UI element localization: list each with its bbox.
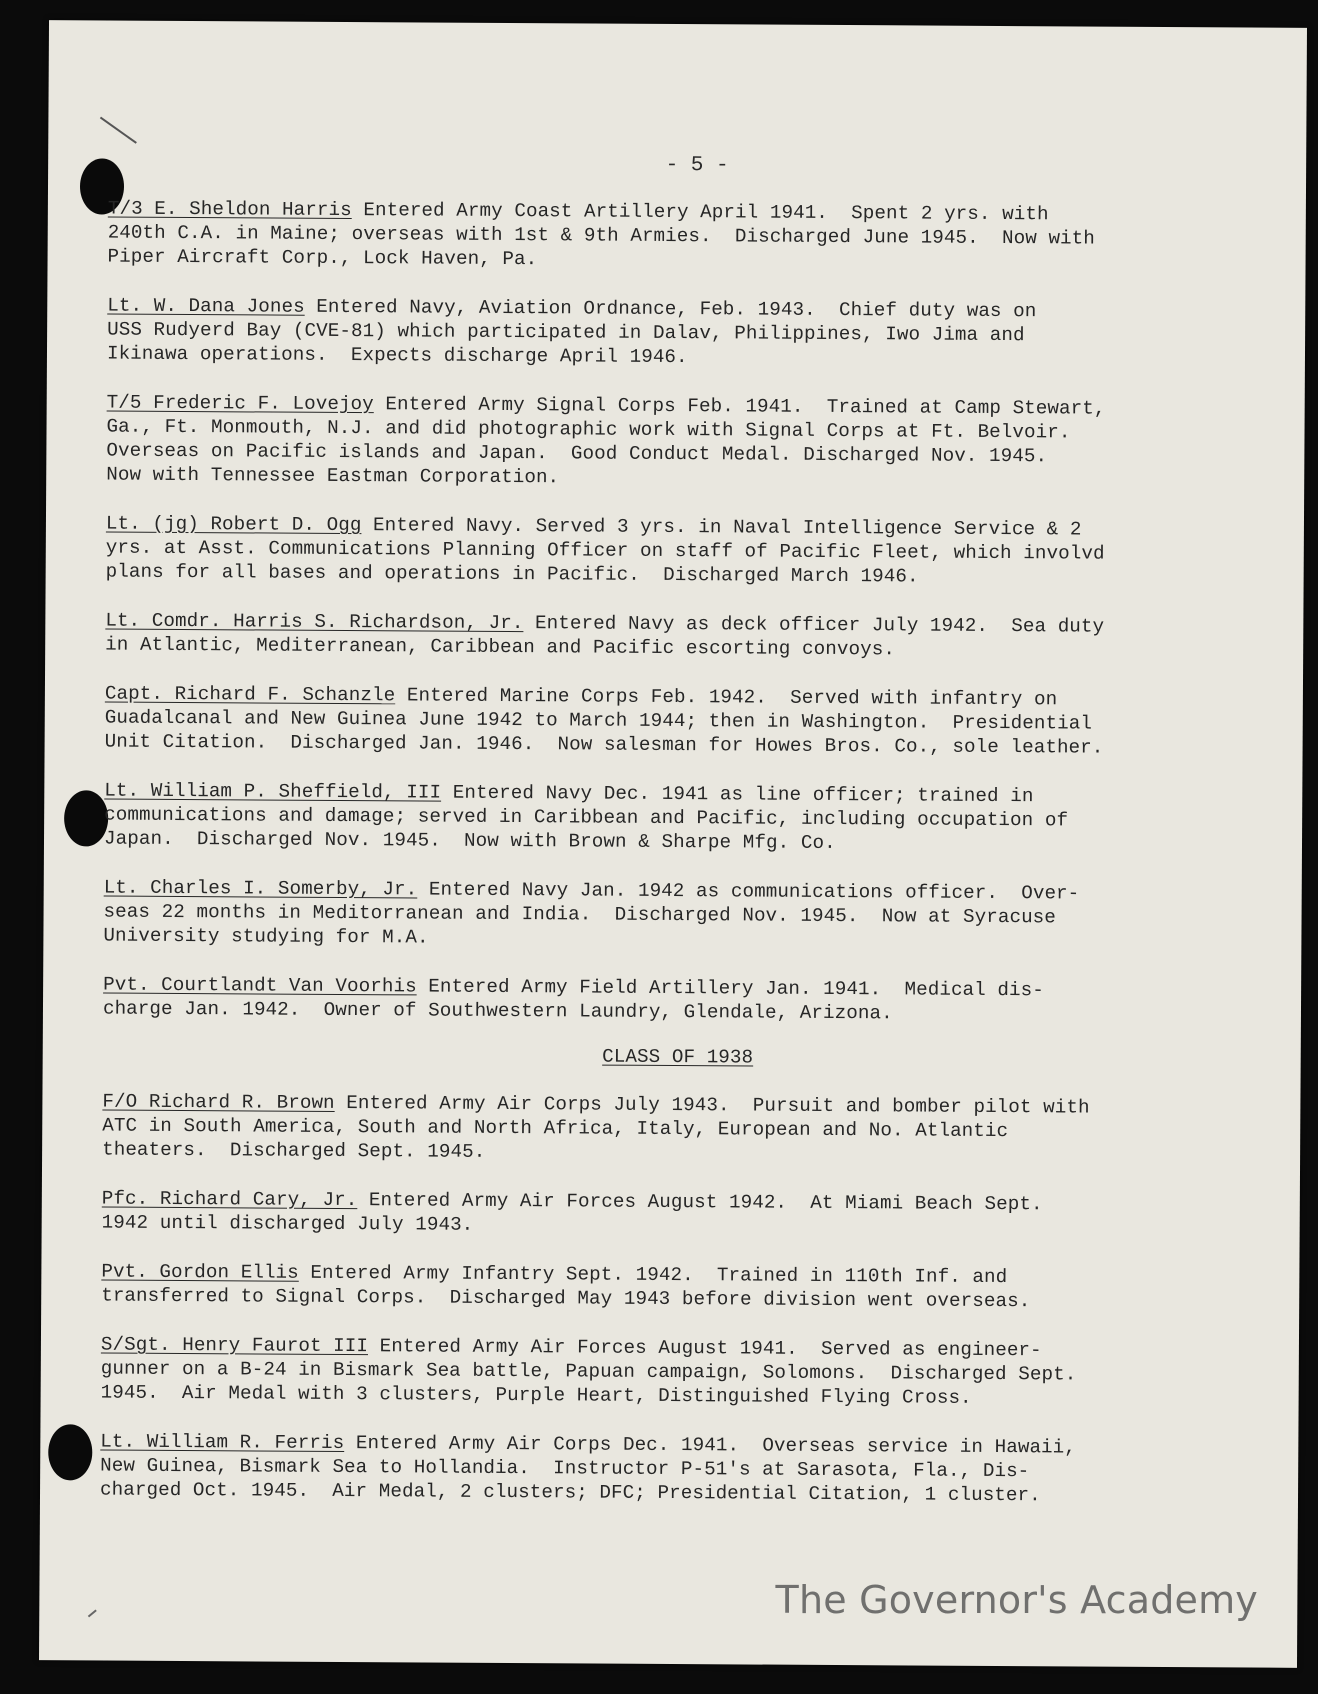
entry-text: Entered Army Signal Corps Feb. 1941. Trained at Camp Stewart, xyxy=(373,393,1106,420)
entry xyxy=(107,294,1237,373)
punch-hole-bottom xyxy=(48,1424,92,1480)
entries-after-heading xyxy=(100,1090,1232,1509)
entry xyxy=(105,609,1235,664)
entry-line: Guadalcanal and New Guinea June 1942 to March 1944; then in Washington. Presidential xyxy=(104,706,1093,735)
entry xyxy=(102,1090,1232,1169)
entry-name: T/3 E. Sheldon Harris xyxy=(107,197,352,222)
entry-line: University studying for M.A. xyxy=(103,924,429,949)
pencil-mark xyxy=(100,117,137,144)
entry-text: Entered Army Field Artillery Jan. 1941. Medical dis- xyxy=(416,975,1044,1002)
entry-text: Entered Marine Corps Feb. 1942. Served with infantry on xyxy=(395,684,1058,711)
entry-name: S/Sgt. Henry Faurot III xyxy=(100,1333,369,1358)
entry-text: Entered Army Air Forces August 1942. At Miami Beach Sept. xyxy=(357,1189,1043,1216)
entry-text: Entered Army Infantry Sept. 1942. Trained in 110th Inf. and xyxy=(298,1261,1008,1289)
entry-text: Entered Army Air Corps July 1943. Pursuit and bomber pilot with xyxy=(334,1091,1090,1119)
entry-text: Entered Navy Dec. 1941 as line officer; trained in xyxy=(441,781,1034,808)
punch-hole-middle xyxy=(64,790,108,846)
entry-line: theaters. Discharged Sept. 1945. xyxy=(102,1138,486,1163)
entry-line: yrs. at Asst. Communications Planning Officer on staff of Pacific Fleet, which involvd xyxy=(105,536,1105,565)
entry-line: Japan. Discharged Nov. 1945. Now with Brown & Sharpe Mfg. Co. xyxy=(103,827,836,854)
entry-line: communications and damage; served in Caribbean and Pacific, including occupation of xyxy=(104,803,1069,832)
entry-line: USS Rudyerd Bay (CVE-81) which participated in Dalav, Philippines, Iwo Jima and xyxy=(107,318,1025,347)
entry-line: seas 22 months in Meditorranean and India. Discharged Nov. 1945. Now at Syracuse xyxy=(103,900,1057,929)
entry-name: Pvt. Courtlandt Van Voorhis xyxy=(103,973,417,998)
entry-text: Entered Navy as deck officer July 1942. Sea duty xyxy=(523,612,1105,638)
entry-line: Now with Tennessee Eastman Corporation. xyxy=(106,463,560,489)
entries-list xyxy=(100,197,1238,1534)
entry-line: Ga., Ft. Monmouth, N.J. and did photographic work with Signal Corps at Ft. Belvoir. xyxy=(106,415,1071,444)
entry-text: Entered Army Coast Artillery April 1941. Spent 2 yrs. with xyxy=(351,199,1049,226)
entry-name: Lt. Charles I. Somerby, Jr. xyxy=(103,876,418,901)
entry-name: Pfc. Richard Cary, Jr. xyxy=(101,1187,358,1212)
entry-line: Piper Aircraft Corp., Lock Haven, Pa. xyxy=(107,245,538,271)
entry-name: Pvt. Gordon Ellis xyxy=(101,1260,299,1284)
entry-name: Lt. William R. Ferris xyxy=(100,1430,345,1455)
entry-line: ATC in South America, South and North Africa, Italy, European and No. Atlantic xyxy=(102,1114,1009,1143)
entry xyxy=(100,1430,1230,1509)
paper-speck xyxy=(88,1610,97,1618)
entry xyxy=(106,512,1236,591)
entry-name: Capt. Richard F. Schanzle xyxy=(104,682,396,707)
entry xyxy=(103,973,1233,1028)
entry-line: charge Jan. 1942. Owner of Southwestern Laundry, Glendale, Arizona. xyxy=(102,997,893,1025)
entry xyxy=(108,197,1238,276)
entry xyxy=(104,779,1234,858)
entry-name: T/5 Frederic F. Lovejoy xyxy=(106,391,374,416)
entry xyxy=(103,876,1233,955)
entry-line: Overseas on Pacific islands and Japan. Good Conduct Medal. Discharged Nov. 1945. xyxy=(106,439,1048,468)
entry xyxy=(101,1260,1231,1315)
entry xyxy=(106,391,1237,494)
entry-name: Lt. Comdr. Harris S. Richardson, Jr. xyxy=(105,609,524,635)
page-number: - 5 - xyxy=(665,153,729,178)
entry-line: Unit Citation. Discharged Jan. 1946. Now salesman for Howes Bros. Co., sole leather. xyxy=(104,730,1104,759)
entry-text: Entered Navy. Served 3 yrs. in Naval Intelligence Service & 2 xyxy=(361,514,1082,541)
entry-line: Ikinawa operations. Expects discharge April 1946. xyxy=(106,342,688,369)
entry-text: Entered Navy, Aviation Ordnance, Feb. 1943. Chief duty was on xyxy=(304,295,1037,323)
entry-name: F/O Richard R. Brown xyxy=(102,1090,335,1114)
entry-line: in Atlantic, Mediterranean, Caribbean and Pacific escorting convoys. xyxy=(105,633,896,661)
entry xyxy=(102,1187,1232,1242)
watermark: The Governor's Academy xyxy=(775,1578,1258,1622)
entry-text: Entered Army Air Forces August 1941. Served as engineer- xyxy=(368,1335,1042,1362)
entry-line: charged Oct. 1945. Air Medal, 2 clusters; DFC; Presidential Citation, 1 cluster. xyxy=(99,1478,1041,1507)
entry-name: Lt. William P. Sheffield, III xyxy=(104,779,442,804)
entry-line: plans for all bases and operations in Pacific. Discharged March 1946. xyxy=(105,560,919,588)
entry-text: Entered Navy Jan. 1942 as communications officer. Over- xyxy=(417,878,1080,905)
entry-line: 1945. Air Medal with 3 clusters, Purple Heart, Distinguished Flying Cross. xyxy=(100,1381,972,1409)
entry-name: Lt. (jg) Robert D. Ogg xyxy=(105,512,362,537)
entries-before-heading xyxy=(103,197,1238,1028)
entry xyxy=(101,1333,1231,1412)
entry-name: Lt. W. Dana Jones xyxy=(107,294,305,318)
typed-page xyxy=(39,20,1307,1668)
entry-line: 1942 until discharged July 1943. xyxy=(101,1211,474,1236)
entry-line: 240th C.A. in Maine; overseas with 1st & 9th Armies. Discharged June 1945. Now with xyxy=(107,221,1096,250)
entry-line: transferred to Signal Corps. Discharged May 1943 before division went overseas. xyxy=(101,1284,1031,1313)
entry xyxy=(105,682,1235,761)
entry-text: Entered Army Air Corps Dec. 1941. Overseas service in Hawaii, xyxy=(344,1432,1077,1459)
entry-line: New Guinea, Bismark Sea to Hollandia. Instructor P-51's at Sarasota, Fla., Dis- xyxy=(100,1454,1030,1483)
class-heading: CLASS OF 1938 xyxy=(602,1045,754,1069)
entry-line: gunner on a B-24 in Bismark Sea battle, Papuan campaign, Solomons. Discharged Sept. xyxy=(100,1357,1077,1386)
